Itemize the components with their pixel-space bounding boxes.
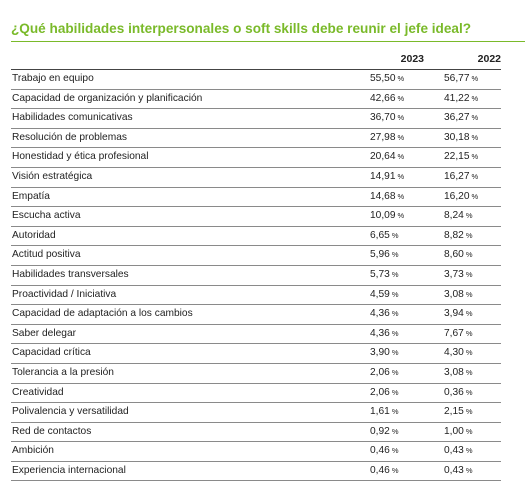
percent-unit: % [471,132,479,142]
percent-unit: % [465,328,473,338]
table-row [11,364,501,384]
row-label: Experiencia internacional [12,464,126,476]
table-row [11,266,501,286]
percent-unit: % [397,113,405,123]
value-2022: 8,82 [444,229,464,241]
row-label: Capacidad de organización y planificación [12,92,203,104]
value-2022-cell [444,367,473,378]
value-2023-cell [370,269,399,280]
percent-unit: % [391,387,399,397]
value-2023-cell [370,230,399,241]
table-body [11,70,501,481]
value-2023: 14,91 [370,170,396,182]
value-2023-cell [370,112,404,123]
percent-unit: % [465,407,473,417]
value-2023-cell [370,249,399,260]
value-2022-cell [444,73,478,84]
column-header-2022: 2022 [477,53,501,65]
percent-unit: % [391,309,399,319]
row-label: Polivalencia y versatilidad [12,406,129,418]
value-2022-cell [444,210,473,221]
percent-unit: % [471,113,479,123]
row-label: Proactividad / Iniciativa [12,288,117,300]
value-2022: 22,15 [444,151,470,163]
value-2022-cell [444,465,473,476]
value-2022: 2,15 [444,406,464,418]
percent-unit: % [397,152,405,162]
value-2023: 5,73 [370,268,390,280]
percent-unit: % [471,191,479,201]
value-2022: 1,00 [444,425,464,437]
table-row [11,403,501,423]
value-2023: 27,98 [370,131,396,143]
value-2022: 3,94 [444,308,464,320]
table-row [11,188,501,208]
value-2022: 41,22 [444,92,470,104]
value-2022: 3,73 [444,268,464,280]
value-2022-cell [444,230,473,241]
percent-unit: % [465,269,473,279]
percent-unit: % [465,211,473,221]
value-2022-cell [444,112,478,123]
row-label: Resolución de problemas [12,131,127,143]
table-row [11,344,501,364]
value-2022-cell [444,191,478,202]
value-2023: 20,64 [370,151,396,163]
row-label: Capacidad de adaptación a los cambios [12,308,193,320]
value-2023: 6,65 [370,229,390,241]
percent-unit: % [391,328,399,338]
value-2022: 0,43 [444,464,464,476]
percent-unit: % [391,250,399,260]
percent-unit: % [391,407,399,417]
value-2023-cell [370,73,404,84]
value-2022: 16,27 [444,170,470,182]
percent-unit: % [465,367,473,377]
value-2022: 0,36 [444,386,464,398]
percent-unit: % [465,465,473,475]
row-label: Honestidad y ética profesional [12,151,149,163]
row-label: Ambición [12,445,54,457]
percent-unit: % [465,426,473,436]
value-2022-cell [444,289,473,300]
percent-unit: % [465,446,473,456]
table-row [11,90,501,110]
value-2022: 8,60 [444,249,464,261]
value-2022: 36,27 [444,112,470,124]
percent-unit: % [465,309,473,319]
value-2022: 3,08 [444,366,464,378]
value-2023: 0,46 [370,464,390,476]
value-2023-cell [370,387,399,398]
value-2022-cell [444,171,478,182]
value-2022-cell [444,426,473,437]
row-label: Escucha activa [12,210,81,222]
value-2023-cell [370,289,399,300]
percent-unit: % [397,74,405,83]
percent-unit: % [391,426,399,436]
row-label: Creatividad [12,386,64,398]
table-row [11,305,501,325]
percent-unit: % [397,93,405,103]
value-2023: 0,46 [370,445,390,457]
value-2022-cell [444,328,473,339]
percent-unit: % [471,171,479,181]
value-2023: 42,66 [370,92,396,104]
table-row [11,148,501,168]
table-row [11,129,501,149]
percent-unit: % [391,269,399,279]
value-2023: 1,61 [370,406,390,418]
value-2022: 4,30 [444,347,464,359]
percent-unit: % [465,230,473,240]
row-label: Autoridad [12,229,56,241]
row-label: Saber delegar [12,327,77,339]
value-2023: 0,92 [370,425,390,437]
row-label: Tolerancia a la presión [12,366,114,378]
value-2023: 4,59 [370,288,390,300]
table-header [11,51,501,70]
value-2023-cell [370,445,399,456]
table-row [11,325,501,345]
skills-table [11,51,501,481]
value-2022: 8,24 [444,210,464,222]
value-2023: 5,96 [370,249,390,261]
value-2023-cell [370,93,404,104]
row-label: Actitud positiva [12,249,81,261]
value-2022: 30,18 [444,131,470,143]
value-2023: 2,06 [370,366,390,378]
value-2022-cell [444,347,473,358]
row-label: Capacidad crítica [12,347,91,359]
percent-unit: % [391,367,399,377]
table-row [11,384,501,404]
value-2022: 16,20 [444,190,470,202]
value-2023-cell [370,151,404,162]
percent-unit: % [471,152,479,162]
percent-unit: % [391,446,399,456]
value-2023: 4,36 [370,308,390,320]
value-2023-cell [370,191,404,202]
percent-unit: % [465,250,473,260]
row-label: Red de contactos [12,425,92,437]
percent-unit: % [391,230,399,240]
percent-unit: % [397,132,405,142]
value-2022-cell [444,387,473,398]
percent-unit: % [465,289,473,299]
table-row [11,70,501,90]
value-2023: 14,68 [370,190,396,202]
value-2022-cell [444,308,473,319]
table-row [11,462,501,482]
value-2023-cell [370,132,404,143]
value-2023: 2,06 [370,386,390,398]
value-2023-cell [370,347,399,358]
value-2023-cell [370,308,399,319]
value-2023-cell [370,465,399,476]
table-row [11,246,501,266]
percent-unit: % [397,191,405,201]
value-2022: 3,08 [444,288,464,300]
row-label: Habilidades transversales [12,268,129,280]
value-2023-cell [370,406,399,417]
value-2022-cell [444,132,478,143]
value-2022-cell [444,249,473,260]
row-label: Visión estratégica [12,170,93,182]
title-divider [11,41,525,42]
value-2022-cell [444,151,478,162]
value-2023: 36,70 [370,112,396,124]
table-row [11,207,501,227]
percent-unit: % [391,348,399,358]
value-2023: 3,90 [370,347,390,359]
percent-unit: % [397,211,405,221]
value-2022-cell [444,269,473,280]
percent-unit: % [471,93,479,103]
percent-unit: % [391,289,399,299]
row-label: Habilidades comunicativas [12,112,133,124]
value-2023: 4,36 [370,327,390,339]
percent-unit: % [397,171,405,181]
table-row [11,442,501,462]
value-2023-cell [370,367,399,378]
value-2023-cell [370,171,404,182]
table-row [11,286,501,306]
value-2023-cell [370,210,404,221]
row-label: Trabajo en equipo [12,73,94,84]
value-2023-cell [370,328,399,339]
percent-unit: % [465,387,473,397]
value-2022-cell [444,445,473,456]
column-header-2023: 2023 [400,53,424,65]
percent-unit: % [471,74,479,83]
value-2022-cell [444,93,478,104]
table-row [11,109,501,129]
row-label: Empatía [12,190,50,202]
chart-title: ¿Qué habilidades interpersonales o soft skills debe reunir el jefe ideal? [11,21,472,36]
table-row [11,423,501,443]
value-2023-cell [370,426,399,437]
value-2022: 56,77 [444,73,470,84]
value-2022-cell [444,406,473,417]
table-row [11,227,501,247]
table-row [11,168,501,188]
percent-unit: % [391,465,399,475]
value-2022: 0,43 [444,445,464,457]
value-2023: 55,50 [370,73,396,84]
percent-unit: % [465,348,473,358]
value-2022: 7,67 [444,327,464,339]
value-2023: 10,09 [370,210,396,222]
